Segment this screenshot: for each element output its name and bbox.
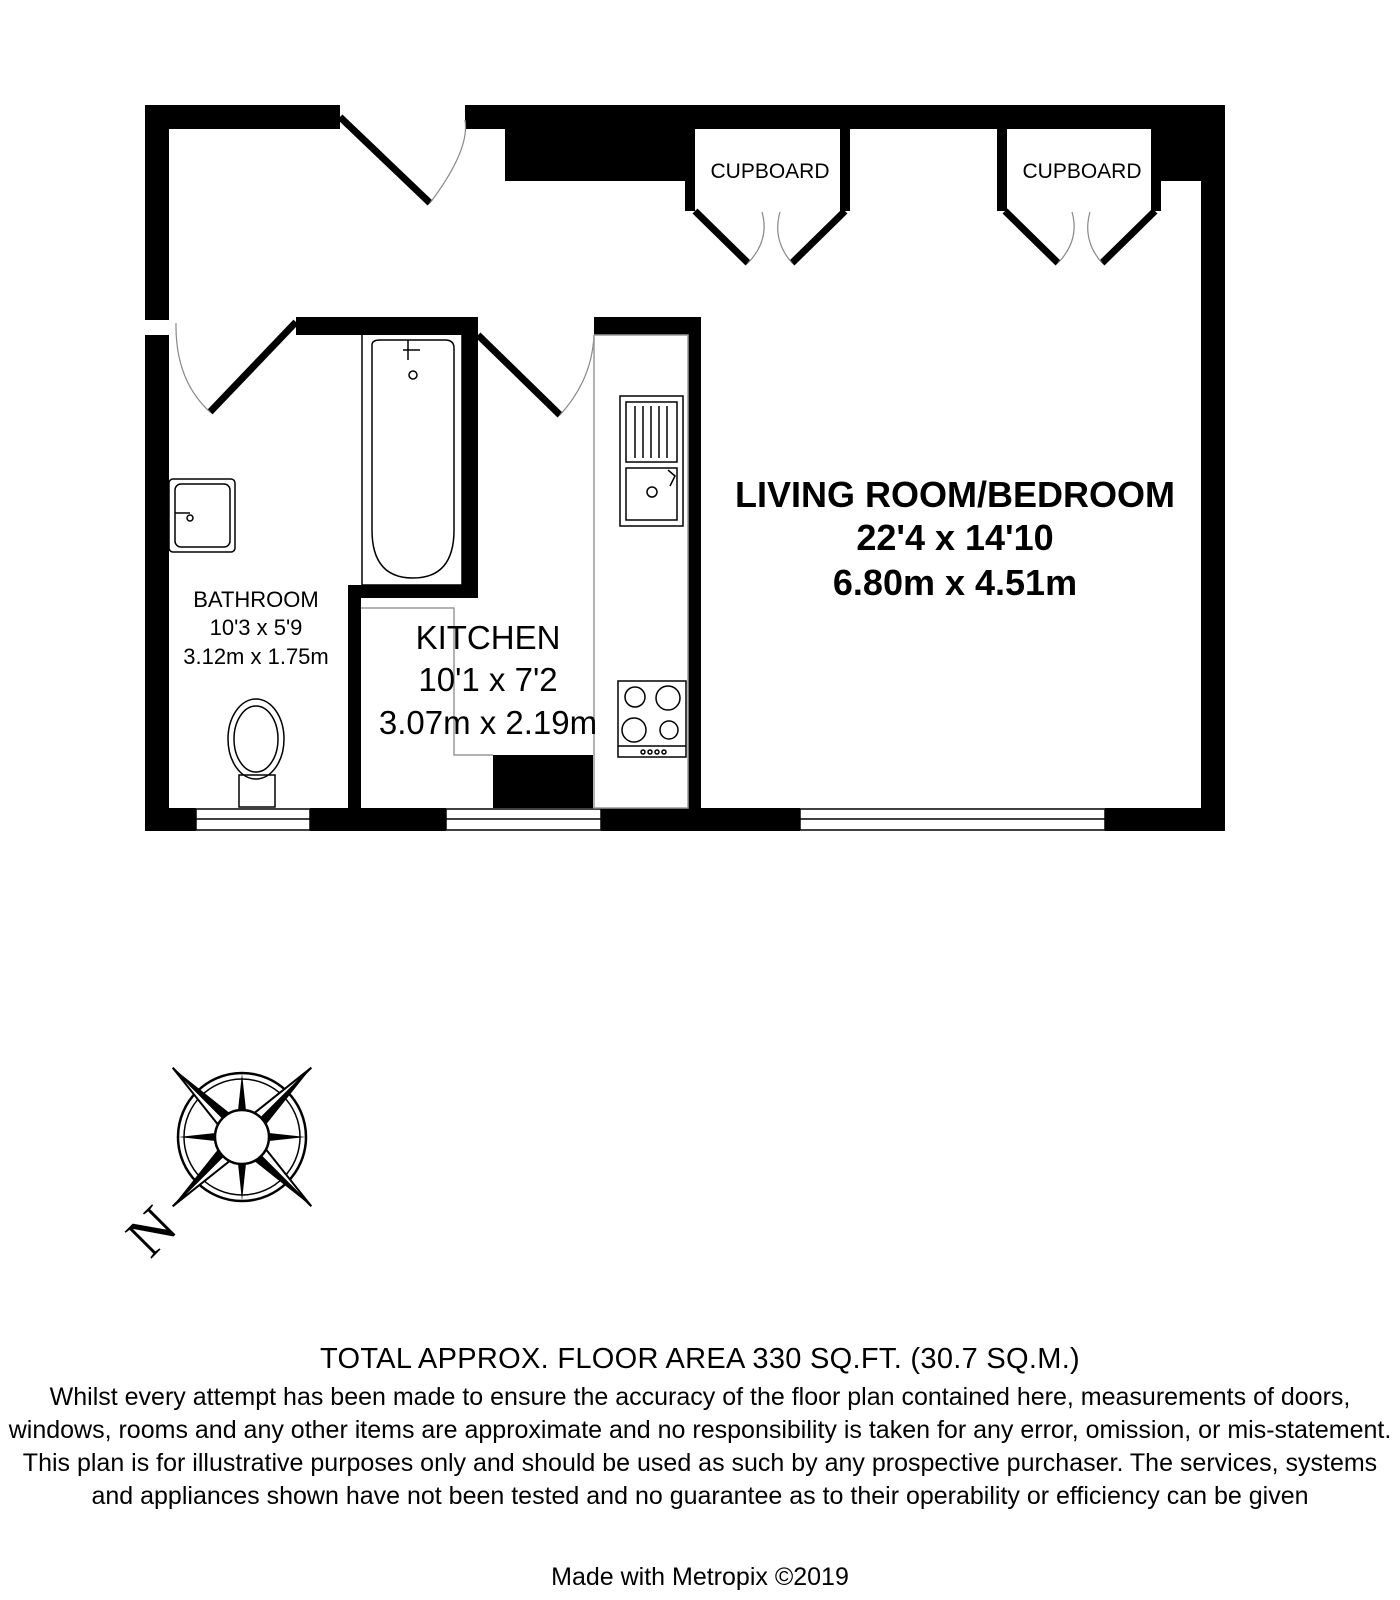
hob-icon (618, 681, 686, 757)
total-floor-area: TOTAL APPROX. FLOOR AREA 330 SQ.FT. (30.7 SQ.M.) (319, 1343, 1081, 1375)
room-metric: 3.12m x 1.75m (183, 644, 329, 669)
outer-walls (145, 105, 1225, 831)
cupboard-label: CUPBOARD (710, 160, 830, 183)
room-imperial: 10'3 x 5'9 (209, 615, 303, 640)
entrance-door (340, 117, 466, 203)
toilet-icon (228, 699, 284, 807)
cupboard-label: CUPBOARD (1022, 160, 1142, 183)
room-name: BATHROOM (193, 587, 319, 612)
kitchen-label (379, 619, 597, 741)
basin-icon (169, 479, 235, 552)
credit-text: Made with Metropix ©2019 (551, 1563, 849, 1591)
sink-icon (620, 396, 683, 526)
room-metric: 6.80m x 4.51m (832, 562, 1078, 603)
room-name: KITCHEN (415, 619, 561, 656)
kitchen-door (478, 335, 594, 415)
bathroom-door (176, 322, 296, 412)
cupboard-right (997, 129, 1161, 263)
bathtub-icon (362, 333, 462, 585)
north-label: N (113, 1193, 190, 1270)
room-name: LIVING ROOM/BEDROOM (735, 474, 1175, 515)
cupboard-left (685, 129, 850, 263)
disclaimer-text: Whilst every attempt has been made to ensure the accuracy of the floor plan contained here, measurements of doors, windows, rooms and any other items are approximate and no responsibility is taken for any error, omission, or mis-statement. This plan is for illustrative purposes only and should be used as such by any prospective purchaser. The services, systems and appliances shown have not been tested and no guarantee as to their operability or efficiency can be given (8, 1383, 1392, 1510)
room-imperial: 22'4 x 14'10 (856, 517, 1054, 558)
living-room-label (735, 474, 1175, 603)
internal-walls (296, 317, 701, 831)
bathroom-label (183, 587, 329, 669)
room-metric: 3.07m x 2.19m (378, 704, 598, 741)
room-imperial: 10'1 x 7'2 (418, 661, 558, 698)
